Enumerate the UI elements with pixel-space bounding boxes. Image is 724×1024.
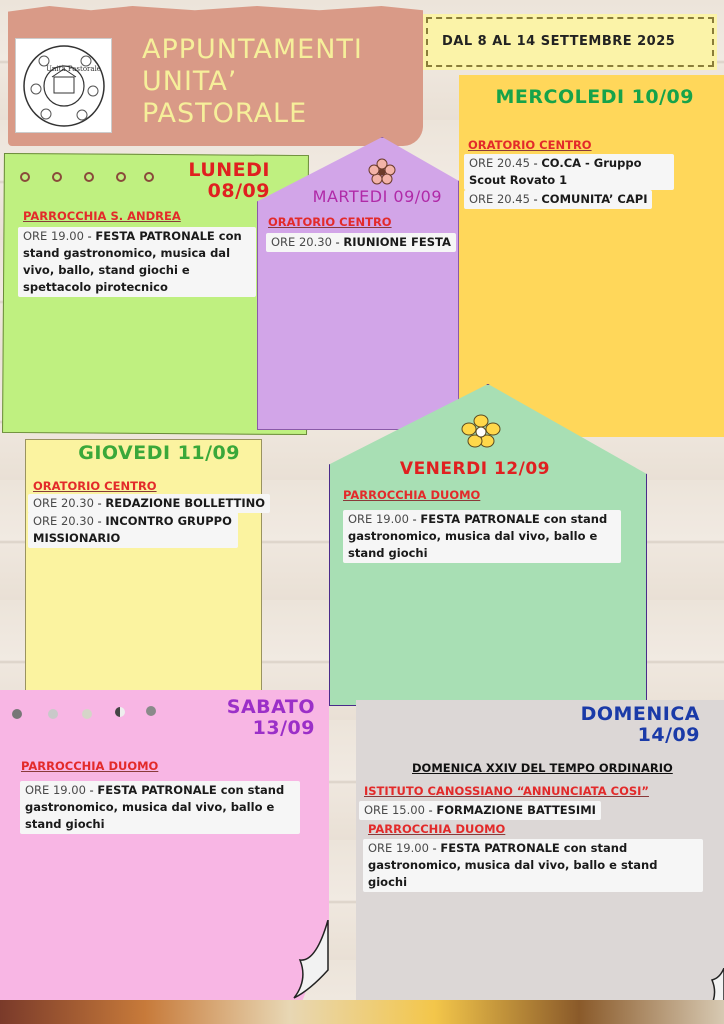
venerdi-event: ORE 19.00 - FESTA PATRONALE con stand gastronomico, musica dal vivo, ballo e stand giochi: [343, 510, 621, 563]
sabato-hole-5: [146, 706, 156, 716]
sabato-hole-2: [48, 709, 58, 719]
lunedi-hole-5: [144, 172, 154, 182]
sabato-event: ORE 19.00 - FESTA PATRONALE con stand gastronomico, musica dal vivo, ballo e stand giochi: [20, 781, 300, 834]
giovedi-event-1: ORE 20.30 - REDAZIONE BOLLETTINO: [28, 494, 270, 513]
sabato-title: SABATO 13/09: [226, 696, 315, 739]
venerdi-title: VENERDI 12/09: [399, 459, 550, 479]
date-range-box: [426, 17, 714, 67]
lunedi-location: PARROCCHIA S. ANDREA: [23, 209, 181, 223]
domenica-event-1: ORE 15.00 - FORMAZIONE BATTESIMI: [359, 801, 601, 820]
lunedi-hole-4: [116, 172, 126, 182]
page-title-line1: APPUNTAMENTI: [142, 34, 363, 65]
giovedi-title: GIOVEDI 11/09: [78, 442, 240, 464]
note-mercoledi: [459, 75, 724, 437]
lunedi-event: ORE 19.00 - FESTA PATRONALE con stand gastronomico, musica dal vivo, ballo, stand giochi e spettacolo pirotecnico: [18, 227, 256, 297]
domenica-location-1: ISTITUTO CANOSSIANO “ANNUNCIATA COSI”: [364, 784, 649, 798]
logo-text: Unità Pastorale: [46, 65, 101, 73]
domenica-title: DOMENICA 14/09: [580, 703, 700, 746]
giovedi-location: ORATORIO CENTRO: [33, 479, 157, 493]
logo: [15, 38, 112, 133]
page-title-line3: PASTORALE: [142, 98, 308, 129]
sabato-hole-1: [12, 709, 22, 719]
venerdi-location: PARROCCHIA DUOMO: [343, 488, 481, 502]
lunedi-hole-3: [84, 172, 94, 182]
sabato-location: PARROCCHIA DUOMO: [21, 759, 159, 773]
domenica-location-2: PARROCCHIA DUOMO: [368, 822, 506, 836]
mercoledi-event-2: ORE 20.45 - COMUNITA’ CAPI: [464, 190, 652, 209]
lunedi-hole-1: [20, 172, 30, 182]
flower-icon-yellow: [461, 413, 501, 449]
page-curl-icon: [290, 920, 330, 1000]
sabato-hole-4: [115, 707, 125, 717]
bottom-decoration: [0, 1000, 724, 1024]
mercoledi-event-1: ORE 20.45 - CO.CA - Gruppo Scout Rovato 1: [464, 154, 674, 190]
page-title: [142, 34, 363, 130]
domenica-event-2: ORE 19.00 - FESTA PATRONALE con stand gastronomico, musica dal vivo, ballo e stand giochi: [363, 839, 703, 892]
note-giovedi: [25, 439, 262, 691]
page-title-line2: UNITA’: [142, 66, 238, 97]
martedi-location: ORATORIO CENTRO: [268, 215, 392, 229]
lunedi-title: LUNEDI 08/09: [188, 159, 270, 202]
martedi-event: ORE 20.30 - RIUNIONE FESTA: [266, 233, 456, 252]
logo-emblem-icon: [16, 39, 113, 134]
giovedi-event-2: ORE 20.30 - INCONTRO GRUPPO MISSIONARIO: [28, 512, 238, 548]
domenica-subtitle: DOMENICA XXIV DEL TEMPO ORDINARIO: [412, 761, 673, 775]
lunedi-hole-2: [52, 172, 62, 182]
mercoledi-location: ORATORIO CENTRO: [468, 138, 592, 152]
date-range-text: DAL 8 AL 14 SETTEMBRE 2025: [442, 34, 676, 49]
martedi-title: MARTEDI 09/09: [312, 187, 442, 206]
sabato-hole-3: [82, 709, 92, 719]
flower-icon: [368, 158, 396, 186]
mercoledi-title: MERCOLEDI 10/09: [495, 86, 694, 108]
